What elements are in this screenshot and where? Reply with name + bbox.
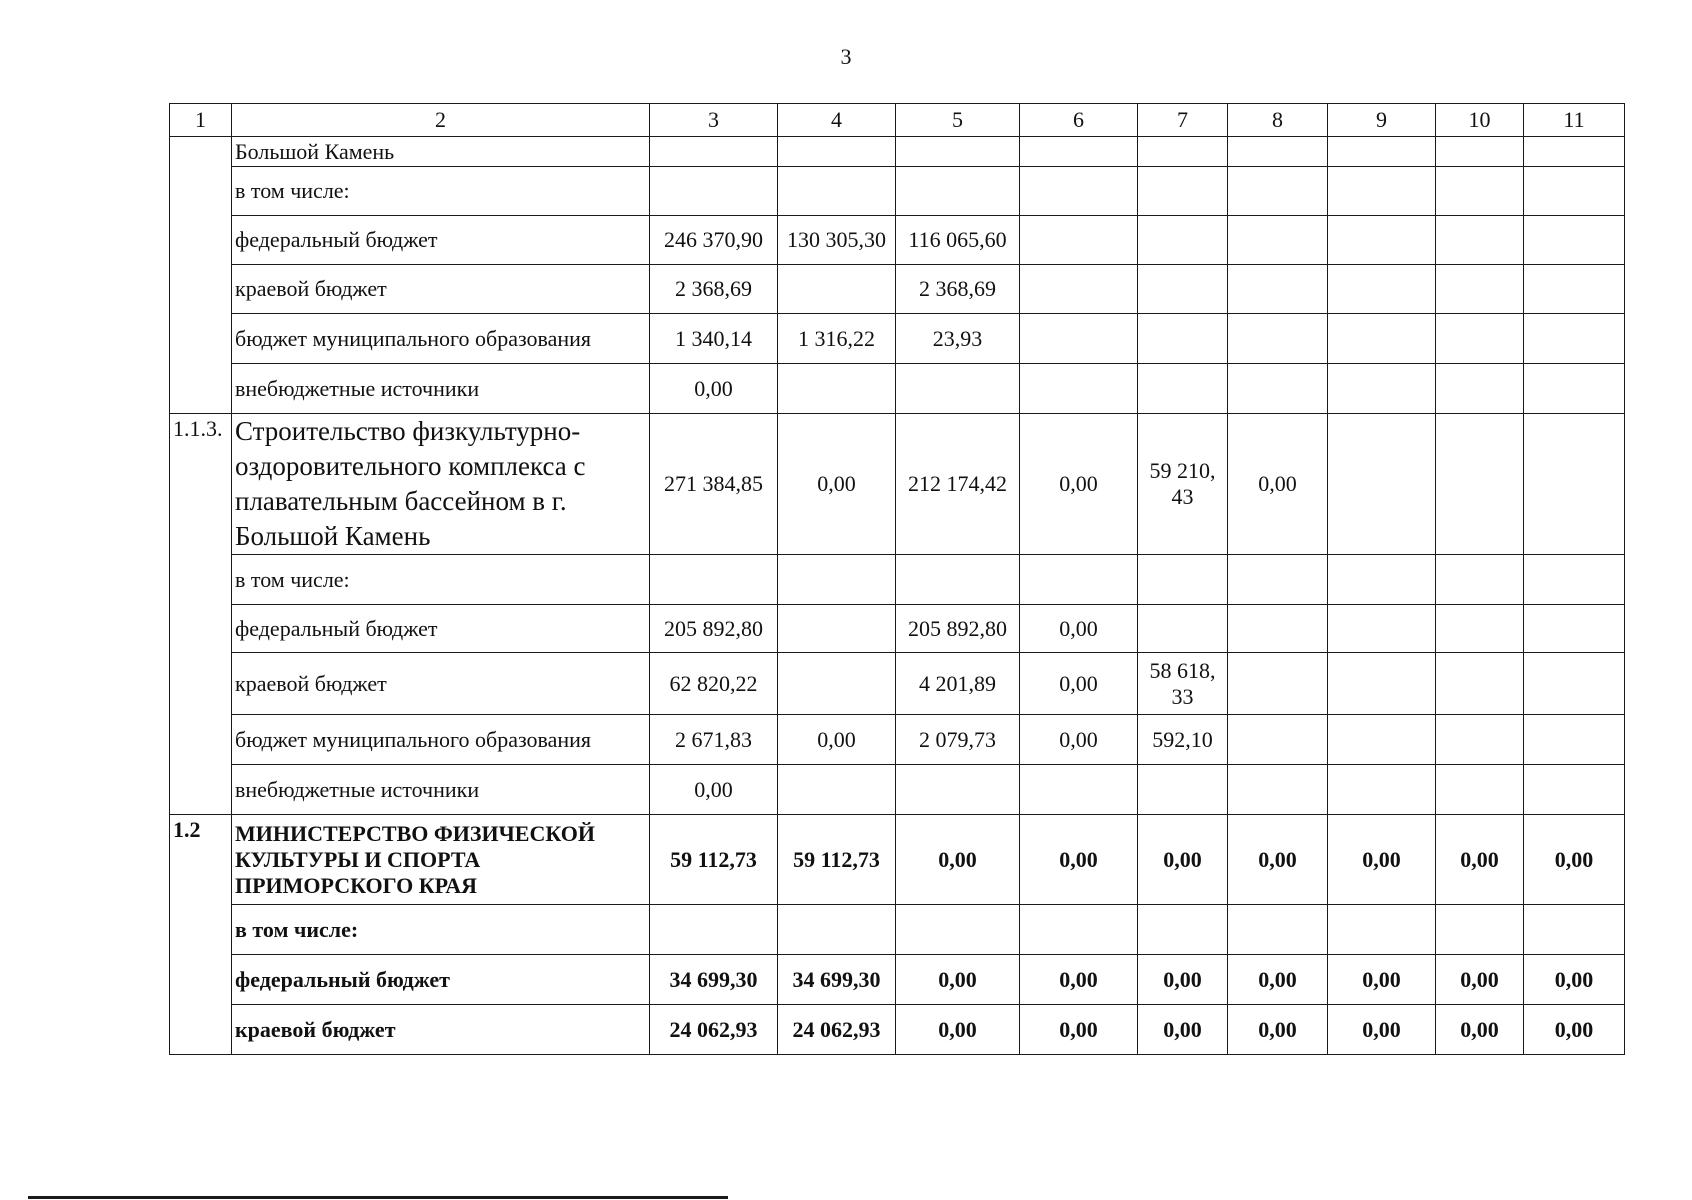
row-label: в том числе: xyxy=(232,167,650,216)
value-cell xyxy=(1436,765,1524,815)
value-cell: 24 062,93 xyxy=(650,1005,778,1055)
value-cell: 59 112,73 xyxy=(778,815,896,905)
value-cell: 0,00 xyxy=(1020,653,1138,715)
value-cell: 130 305,30 xyxy=(778,216,896,265)
value-cell xyxy=(1328,167,1436,216)
value-cell xyxy=(1436,905,1524,955)
value-cell xyxy=(1524,555,1625,605)
value-cell xyxy=(1328,414,1436,555)
value-cell: 0,00 xyxy=(1020,715,1138,765)
value-cell xyxy=(1228,555,1328,605)
value-cell xyxy=(896,765,1020,815)
value-cell xyxy=(1524,765,1625,815)
header-cell: 3 xyxy=(650,104,778,137)
value-cell xyxy=(650,167,778,216)
value-cell xyxy=(1328,765,1436,815)
value-cell xyxy=(1328,364,1436,414)
value-cell: 24 062,93 xyxy=(778,1005,896,1055)
page-number: 3 xyxy=(840,44,852,69)
value-cell xyxy=(778,765,896,815)
table-row xyxy=(170,216,1625,265)
value-cell: 0,00 xyxy=(896,815,1020,905)
value-cell xyxy=(1138,265,1228,314)
value-cell xyxy=(1328,715,1436,765)
value-cell xyxy=(1020,314,1138,364)
value-cell xyxy=(778,605,896,653)
header-cell: 1 xyxy=(170,104,232,137)
row-label: в том числе: xyxy=(232,555,650,605)
value-cell xyxy=(1524,905,1625,955)
value-cell: 246 370,90 xyxy=(650,216,778,265)
value-cell: 2 671,83 xyxy=(650,715,778,765)
value-cell xyxy=(1436,314,1524,364)
value-cell xyxy=(1524,137,1625,167)
value-cell xyxy=(1524,265,1625,314)
value-cell xyxy=(778,364,896,414)
value-cell xyxy=(650,555,778,605)
value-cell xyxy=(1020,364,1138,414)
value-cell xyxy=(1228,765,1328,815)
value-cell xyxy=(1436,265,1524,314)
value-cell xyxy=(650,905,778,955)
value-cell: 0,00 xyxy=(1020,955,1138,1005)
value-cell: 2 079,73 xyxy=(896,715,1020,765)
value-cell: 0,00 xyxy=(1436,1005,1524,1055)
value-cell: 34 699,30 xyxy=(778,955,896,1005)
bottom-rule xyxy=(28,1196,728,1199)
row-label: федеральный бюджет xyxy=(232,216,650,265)
value-cell: 0,00 xyxy=(1328,955,1436,1005)
value-cell xyxy=(1138,605,1228,653)
value-cell xyxy=(1436,653,1524,715)
item-code xyxy=(170,137,232,414)
budget-table xyxy=(169,103,1625,1055)
value-cell xyxy=(1436,414,1524,555)
row-label: внебюджетные источники xyxy=(232,765,650,815)
value-cell: 0,00 xyxy=(650,765,778,815)
header-row xyxy=(170,104,1625,137)
value-cell xyxy=(896,905,1020,955)
value-cell xyxy=(1524,414,1625,555)
table-row xyxy=(170,765,1625,815)
value-cell xyxy=(1524,605,1625,653)
value-cell xyxy=(1228,265,1328,314)
value-cell: 0,00 xyxy=(1020,414,1138,555)
table-row xyxy=(170,715,1625,765)
value-cell: 0,00 xyxy=(1020,815,1138,905)
value-cell xyxy=(1020,167,1138,216)
value-cell xyxy=(896,167,1020,216)
value-cell xyxy=(778,653,896,715)
value-cell xyxy=(1524,216,1625,265)
table-row xyxy=(170,314,1625,364)
value-cell xyxy=(1138,364,1228,414)
value-cell xyxy=(1328,314,1436,364)
header-cell: 7 xyxy=(1138,104,1228,137)
value-cell: 2 368,69 xyxy=(896,265,1020,314)
value-cell xyxy=(896,555,1020,605)
value-cell: 0,00 xyxy=(1228,414,1328,555)
value-cell xyxy=(1138,765,1228,815)
value-cell xyxy=(896,364,1020,414)
item-code: 1.2 xyxy=(170,815,232,1055)
row-label: краевой бюджет xyxy=(232,653,650,715)
value-cell: 0,00 xyxy=(1328,1005,1436,1055)
value-cell xyxy=(778,167,896,216)
value-cell: 0,00 xyxy=(650,364,778,414)
value-cell: 0,00 xyxy=(1228,1005,1328,1055)
value-cell: 0,00 xyxy=(1524,955,1625,1005)
value-cell: 58 618, 33 xyxy=(1138,653,1228,715)
value-cell: 271 384,85 xyxy=(650,414,778,555)
value-cell xyxy=(778,265,896,314)
value-cell xyxy=(1228,167,1328,216)
table-row xyxy=(170,815,1625,905)
item-code: 1.1.3. xyxy=(170,414,232,815)
table-row xyxy=(170,364,1625,414)
table-row xyxy=(170,653,1625,715)
value-cell xyxy=(1138,216,1228,265)
value-cell: 0,00 xyxy=(1020,605,1138,653)
value-cell: 205 892,80 xyxy=(896,605,1020,653)
value-cell: 59 210, 43 xyxy=(1138,414,1228,555)
value-cell xyxy=(1328,653,1436,715)
table-row xyxy=(170,1005,1625,1055)
value-cell xyxy=(778,137,896,167)
header-cell: 11 xyxy=(1524,104,1625,137)
row-label: федеральный бюджет xyxy=(232,955,650,1005)
value-cell: 1 316,22 xyxy=(778,314,896,364)
value-cell xyxy=(1436,364,1524,414)
table-row xyxy=(170,605,1625,653)
value-cell: 0,00 xyxy=(1138,815,1228,905)
value-cell xyxy=(1328,905,1436,955)
value-cell: 0,00 xyxy=(1138,1005,1228,1055)
value-cell xyxy=(1328,605,1436,653)
value-cell xyxy=(1020,555,1138,605)
value-cell xyxy=(1524,653,1625,715)
table-row xyxy=(170,137,1625,167)
value-cell: 4 201,89 xyxy=(896,653,1020,715)
value-cell xyxy=(1228,364,1328,414)
header-cell: 6 xyxy=(1020,104,1138,137)
value-cell: 0,00 xyxy=(1228,955,1328,1005)
value-cell xyxy=(1020,137,1138,167)
header-cell: 5 xyxy=(896,104,1020,137)
value-cell: 116 065,60 xyxy=(896,216,1020,265)
table-row xyxy=(170,905,1625,955)
value-cell xyxy=(1524,167,1625,216)
header-cell: 10 xyxy=(1436,104,1524,137)
value-cell xyxy=(1138,905,1228,955)
value-cell: 0,00 xyxy=(1138,955,1228,1005)
value-cell xyxy=(1436,137,1524,167)
table-row xyxy=(170,265,1625,314)
value-cell: 62 820,22 xyxy=(650,653,778,715)
value-cell: 0,00 xyxy=(1020,1005,1138,1055)
table-row xyxy=(170,414,1625,555)
header-cell: 9 xyxy=(1328,104,1436,137)
value-cell xyxy=(1138,167,1228,216)
value-cell xyxy=(1228,653,1328,715)
value-cell: 0,00 xyxy=(778,715,896,765)
value-cell: 59 112,73 xyxy=(650,815,778,905)
value-cell xyxy=(1436,605,1524,653)
value-cell: 205 892,80 xyxy=(650,605,778,653)
row-label: в том числе: xyxy=(232,905,650,955)
row-label: федеральный бюджет xyxy=(232,605,650,653)
value-cell xyxy=(1138,314,1228,364)
row-label: краевой бюджет xyxy=(232,1005,650,1055)
value-cell xyxy=(1020,765,1138,815)
table-row xyxy=(170,955,1625,1005)
value-cell: 0,00 xyxy=(1524,815,1625,905)
value-cell: 592,10 xyxy=(1138,715,1228,765)
value-cell xyxy=(1228,905,1328,955)
value-cell xyxy=(778,555,896,605)
value-cell xyxy=(1328,137,1436,167)
value-cell xyxy=(1020,265,1138,314)
item-name: МИНИСТЕРСТВО ФИЗИЧЕСКОЙ КУЛЬТУРЫ И СПОРТА ПРИМОРСКОГО КРАЯ xyxy=(232,815,650,905)
value-cell xyxy=(1436,167,1524,216)
value-cell: 23,93 xyxy=(896,314,1020,364)
header-cell: 2 xyxy=(232,104,650,137)
value-cell xyxy=(1524,715,1625,765)
value-cell: 212 174,42 xyxy=(896,414,1020,555)
value-cell xyxy=(650,137,778,167)
value-cell: 0,00 xyxy=(1436,955,1524,1005)
value-cell xyxy=(1524,364,1625,414)
value-cell xyxy=(778,905,896,955)
value-cell xyxy=(1020,905,1138,955)
value-cell xyxy=(1228,137,1328,167)
value-cell xyxy=(1328,555,1436,605)
value-cell: 1 340,14 xyxy=(650,314,778,364)
row-label: внебюджетные источники xyxy=(232,364,650,414)
table-row xyxy=(170,167,1625,216)
table-row xyxy=(170,555,1625,605)
value-cell xyxy=(1228,314,1328,364)
value-cell xyxy=(1436,216,1524,265)
row-label: бюджет муниципального образования xyxy=(232,715,650,765)
value-cell: 0,00 xyxy=(778,414,896,555)
header-cell: 4 xyxy=(778,104,896,137)
value-cell: 0,00 xyxy=(1436,815,1524,905)
value-cell xyxy=(1328,265,1436,314)
value-cell xyxy=(1328,216,1436,265)
value-cell xyxy=(896,137,1020,167)
value-cell: 0,00 xyxy=(1328,815,1436,905)
header-cell: 8 xyxy=(1228,104,1328,137)
value-cell xyxy=(1524,314,1625,364)
value-cell: 0,00 xyxy=(1228,815,1328,905)
item-name: Строительство физкультурно-оздоровительного комплекса с плавательным бассейном в г. Большой Камень xyxy=(232,414,650,555)
value-cell xyxy=(1228,216,1328,265)
value-cell: 2 368,69 xyxy=(650,265,778,314)
row-label: краевой бюджет xyxy=(232,265,650,314)
value-cell: 0,00 xyxy=(896,955,1020,1005)
value-cell xyxy=(1436,715,1524,765)
value-cell xyxy=(1020,216,1138,265)
value-cell: 34 699,30 xyxy=(650,955,778,1005)
value-cell: 0,00 xyxy=(896,1005,1020,1055)
item-name: Большой Камень xyxy=(232,137,650,167)
value-cell xyxy=(1436,555,1524,605)
value-cell xyxy=(1228,605,1328,653)
value-cell xyxy=(1228,715,1328,765)
value-cell xyxy=(1138,555,1228,605)
value-cell: 0,00 xyxy=(1524,1005,1625,1055)
row-label: бюджет муниципального образования xyxy=(232,314,650,364)
value-cell xyxy=(1138,137,1228,167)
